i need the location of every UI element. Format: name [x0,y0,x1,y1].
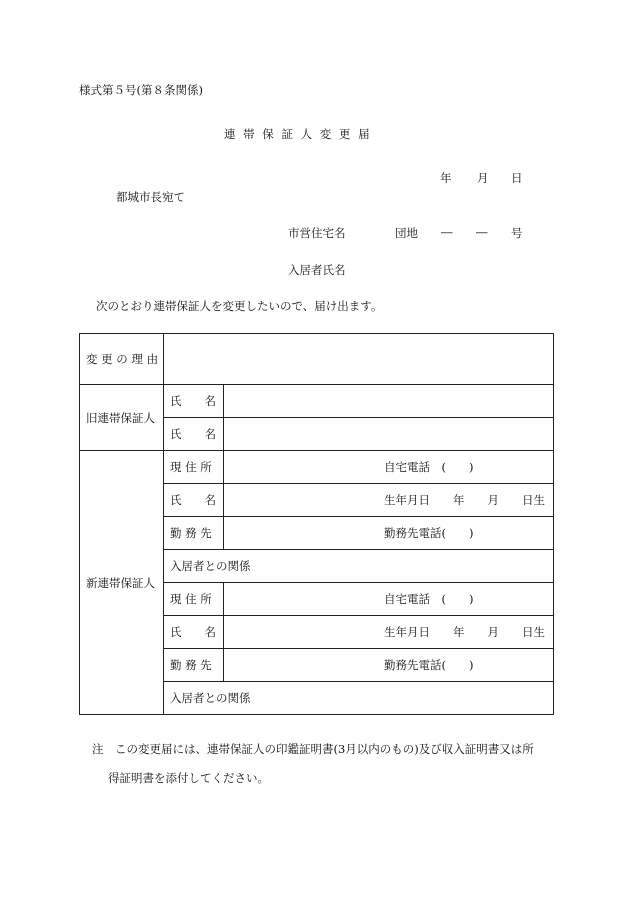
form-number: 様式第５号(第８条関係) [79,83,203,97]
new-name-label-2: 氏 名 [164,616,224,649]
danchi-label: 団地 [395,226,418,240]
new-guarantor-label: 新連帯保証人 [80,451,164,715]
old-guarantor-label: 旧連帯保証人 [80,385,164,451]
work-phone-label-2: 勤務先電話( ) [384,658,474,672]
date-month: 月 [477,171,489,185]
home-phone-label-2: 自宅電話 ( ) [384,592,474,606]
date-day: 日 [511,171,523,185]
addressee: 都城市長宛て [116,190,185,204]
new-workplace-field-2[interactable] [224,649,554,682]
work-phone-label-1: 勤務先電話( ) [384,526,474,540]
new-name-field-1[interactable] [224,484,554,517]
note-line-2: 得証明書を添付してください。 [108,771,269,785]
new-address-label-1: 現 住 所 [164,451,224,484]
page-title: 連 帯 保 証 人 変 更 届 [224,127,372,141]
note-line-1: 注 この変更届には、連帯保証人の印鑑証明書(3月以内のもの)及び収入証明書又は所 [92,742,534,756]
resident-name-label: 入居者氏名 [288,263,346,277]
home-phone-label-1: 自宅電話 ( ) [384,460,474,474]
relation-label-2: 入居者との関係 [170,691,251,705]
old-name-field-2[interactable] [224,418,554,451]
new-name-label-1: 氏 名 [164,484,224,517]
date-year: 年 [440,171,452,185]
reason-field[interactable] [164,334,554,385]
new-address-label-2: 現 住 所 [164,583,224,616]
old-name-label-1: 氏 名 [164,385,224,418]
reason-label: 変 更 の 理 由 [80,334,164,385]
go-label: 号 [511,226,523,240]
housing-label: 市営住宅名 [288,226,346,240]
new-address-field-2[interactable] [224,583,554,616]
new-address-field-1[interactable] [224,451,554,484]
birthdate-label-1: 生年月日 年 月 日生 [384,493,545,507]
guarantor-table [79,333,554,715]
old-name-field-1[interactable] [224,385,554,418]
relation-label-1: 入居者との関係 [170,559,251,573]
new-workplace-label-2: 勤 務 先 [164,649,224,682]
birthdate-label-2: 生年月日 年 月 日生 [384,625,545,639]
intro-text: 次のとおり連帯保証人を変更したいので、届け出ます。 [96,299,383,313]
new-workplace-label-1: 勤 務 先 [164,517,224,550]
relation-field-2[interactable] [164,682,554,715]
new-workplace-field-1[interactable] [224,517,554,550]
dash-1: ― [441,225,453,239]
old-name-label-2: 氏 名 [164,418,224,451]
relation-field-1[interactable] [164,550,554,583]
new-name-field-2[interactable] [224,616,554,649]
dash-2: ― [476,225,488,239]
